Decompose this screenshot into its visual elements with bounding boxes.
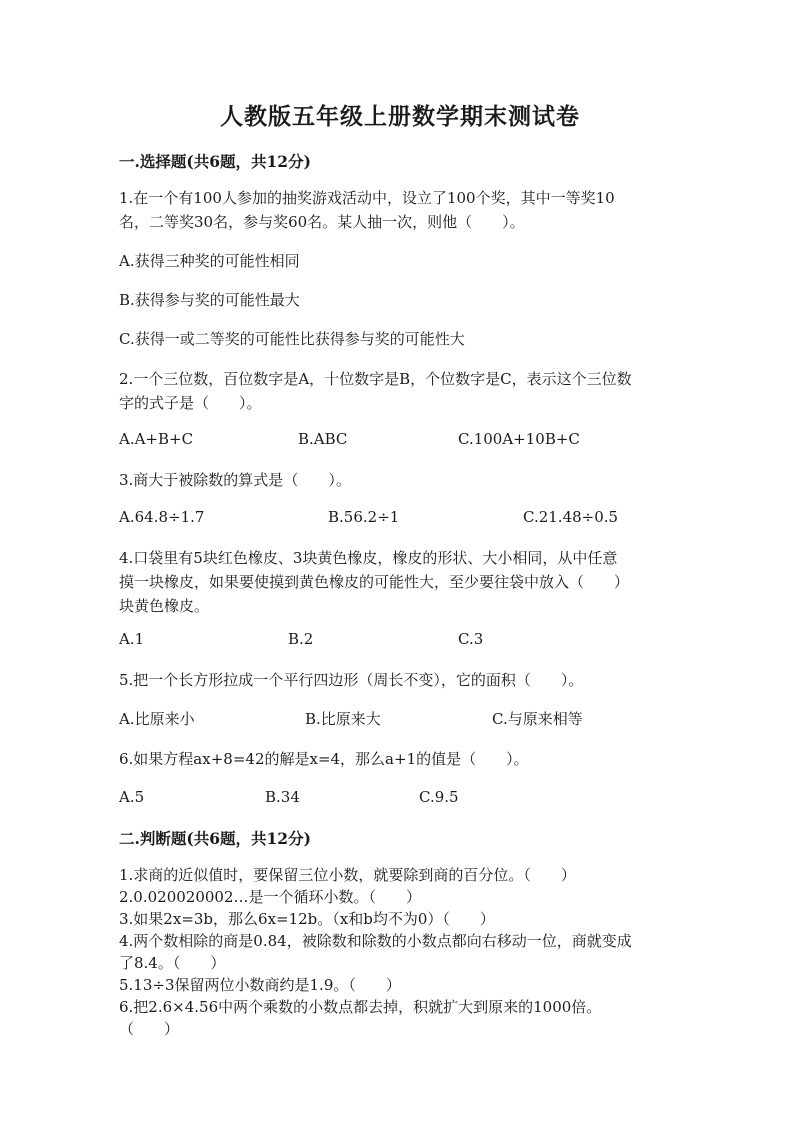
question-2-option-c: C.100A+10B+C bbox=[458, 430, 580, 448]
question-5-option-a: A.比原来小 bbox=[119, 710, 195, 728]
question-5-option-c: C.与原来相等 bbox=[492, 710, 583, 728]
judgement-line-8: （ ） bbox=[119, 1020, 180, 1038]
question-5-option-b: B.比原来大 bbox=[305, 710, 381, 728]
question-4-option-b: B.2 bbox=[288, 630, 314, 648]
question-3-option-a: A.64.8÷1.7 bbox=[119, 508, 205, 526]
judgement-line-5: 了8.4。（ ） bbox=[119, 954, 226, 972]
question-4-line-1: 4.口袋里有5块红色橡皮、3块黄色橡皮，橡皮的形状、大小相同，从中任意 bbox=[119, 549, 618, 567]
question-4-line-3: 块黄色橡皮。 bbox=[119, 597, 210, 615]
question-1-line-1: 1.在一个有100人参加的抽奖游戏活动中，设立了100个奖，其中一等奖10 bbox=[119, 189, 615, 207]
judgement-line-1: 1.求商的近似值时，要保留三位小数，就要除到商的百分位。（ ） bbox=[119, 866, 576, 884]
question-6-option-c: C.9.5 bbox=[419, 788, 459, 806]
question-1-line-2: 名，二等奖30名，参与奖60名。某人抽一次，则他（ ）。 bbox=[119, 213, 525, 231]
judgement-line-4: 4.两个数相除的商是0.84，被除数和除数的小数点都向右移动一位，商就变成 bbox=[119, 932, 632, 950]
question-2-option-b: B.ABC bbox=[298, 430, 348, 448]
judgement-line-6: 5.13÷3保留两位小数商约是1.9。（ ） bbox=[119, 976, 401, 994]
judgement-line-2: 2.0.020020002…是一个循环小数。（ ） bbox=[119, 888, 422, 906]
question-3-line-1: 3.商大于被除数的算式是（ ）。 bbox=[119, 471, 351, 489]
section-heading-choice: 一.选择题(共6题，共12分) bbox=[119, 152, 311, 171]
question-4-option-c: C.3 bbox=[458, 630, 484, 648]
section-heading-judgement: 二.判断题(共6题，共12分) bbox=[119, 829, 311, 848]
question-5-line-1: 5.把一个长方形拉成一个平行四边形（周长不变），它的面积（ ）。 bbox=[119, 671, 584, 689]
question-6-option-b: B.34 bbox=[265, 788, 300, 806]
question-1-option-b: B.获得参与奖的可能性最大 bbox=[119, 291, 300, 309]
question-3-option-c: C.21.48÷0.5 bbox=[523, 508, 619, 526]
judgement-line-3: 3.如果2x=3b，那么6x=12b。（x和b均不为0）（ ） bbox=[119, 910, 495, 928]
question-6-line-1: 6.如果方程ax+8=42的解是x=4，那么a+1的值是（ ）。 bbox=[119, 750, 529, 768]
question-2-option-a: A.A+B+C bbox=[119, 430, 194, 448]
judgement-line-7: 6.把2.6×4.56中两个乘数的小数点都去掉，积就扩大到原来的1000倍。 bbox=[119, 998, 602, 1016]
question-2-line-1: 2.一个三位数，百位数字是A，十位数字是B，个位数字是C，表示这个三位数 bbox=[119, 370, 632, 388]
question-4-line-2: 摸一块橡皮，如果要使摸到黄色橡皮的可能性大，至少要往袋中放入（ ） bbox=[119, 573, 630, 591]
question-3-option-b: B.56.2÷1 bbox=[328, 508, 400, 526]
page-title: 人教版五年级上册数学期末测试卷 bbox=[220, 103, 580, 130]
question-1-option-c: C.获得一或二等奖的可能性比获得参与奖的可能性大 bbox=[119, 330, 465, 348]
question-6-option-a: A.5 bbox=[119, 788, 145, 806]
question-2-line-2: 字的式子是（ ）。 bbox=[119, 394, 262, 412]
question-4-option-a: A.1 bbox=[119, 630, 145, 648]
question-1-option-a: A.获得三种奖的可能性相同 bbox=[119, 252, 300, 270]
